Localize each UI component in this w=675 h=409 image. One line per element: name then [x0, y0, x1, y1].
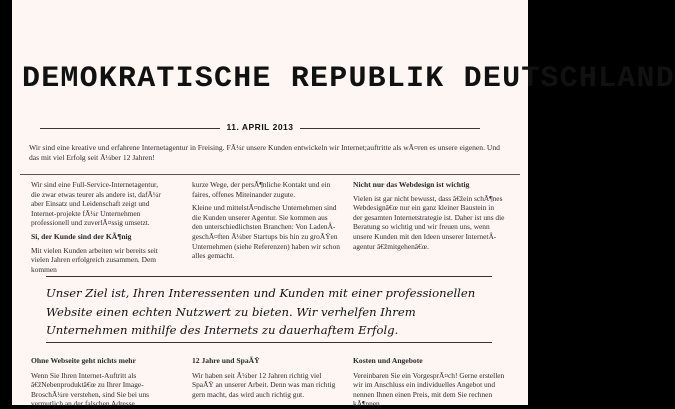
- column-1-paragraph-2: Mit vielen Kunden arbeiten wir bereits seit vielen Jahren erfolgreich zusammen. Dem kommen: [31, 245, 158, 274]
- column-3-heading: Nicht nur das Webdesign ist wichtig: [353, 180, 470, 189]
- article-column-1: [31, 180, 167, 278]
- newspaper-page: [12, 0, 675, 409]
- quote-rule-bottom: [46, 342, 492, 343]
- column-2-paragraph-2: Kleine und mittelstÃ¤ndische Unternehmen sind die Kunden unserer Agentur. Sie kommen aus den unterschiedlichsten Branchen: Von LadenÂ-geschÃ¤ften Ã¼ber Startups bis hin zu groÃŸen Unternehmen (siehe Referenzen) haben wir schon alles gemacht.: [192, 203, 340, 261]
- bottom-column-1: [31, 356, 167, 409]
- bottom-column-2: [192, 356, 340, 399]
- bottom-column-1-text: Wenn Sie Ihren Internet-Auftritt als â€žNebenproduktâ€œ zu Ihrer Image-BroschÃ¼re verstehen, sind Sie bei uns vermutlich an der falschen Adresse.: [31, 370, 150, 409]
- dateline-rule-left: [40, 128, 220, 129]
- article-column-2: [192, 180, 340, 265]
- bottom-column-3-heading: Kosten und Angebote: [353, 356, 423, 365]
- article-column-3: [353, 180, 505, 255]
- column-1-paragraph-1: Wir sind eine Full-Service-Internetagentur, die zwar etwas teurer als andere ist, dafÃ¼r aber Einsatz und Leidenschaft zeigt und Internet-projekte fÃ¼r Unternehmen professionell und zuverlÃ¤ssig umsetzt.: [31, 180, 161, 228]
- column-1-heading: Si, der Kunde sind der KÃ¶nig: [31, 231, 132, 241]
- bottom-column-1-heading: Ohne Webseite geht nichts mehr: [31, 356, 136, 365]
- section-divider: [20, 174, 520, 175]
- bottom-column-3: [353, 356, 505, 409]
- issue-date: 11. APRIL 2013: [226, 122, 294, 132]
- pull-quote: Unser Ziel ist, Ihren Interessenten und Kunden mit einer professionellen Website einen echten Nutzwert zu bieten. Wir verhelfen Ihrem Unternehmen mithilfe des Internets zu dauerhaftem Erfolg.: [46, 286, 476, 337]
- bottom-column-3-text: Vereinbaren Sie ein VorgesprÃ¤ch! Gerne erstellen wir im Anschluss ein individuelles Angebot und nennen Ihnen einen Preis, mit dem Sie rechnen kÃ¶nnen.: [353, 370, 505, 409]
- masthead-title: DEMOKRATISCHE REPUBLIK DEUTSCHLAND: [22, 62, 675, 96]
- dateline-rule-right: [300, 128, 480, 129]
- bottom-column-2-text: Wir haben seit Ã¼ber 12 Jahren richtig viel SpaÃŸ an unserer Arbeit. Denn was man richtig gern macht, das wird auch richtig gut.: [192, 370, 336, 399]
- quote-rule-top: [46, 276, 492, 277]
- dateline: [40, 120, 480, 136]
- column-2-paragraph-1: kurze Wege, der persÃ¶nliche Kontakt und ein faires, offenes Miteinander zugute.: [192, 180, 331, 199]
- bottom-column-2-heading: 12 Jahre und SpaÃŸ: [192, 356, 260, 365]
- intro-paragraph: Wir sind eine kreative und erfahrene Internetagentur in Freising. FÃ¼r unsere Kunden entwickeln wir Internet;auftritte als wÃ¤ren es unsere eigenen. Und das mit viel Erfolg seit Ã¼ber 12 Jahren!: [29, 143, 500, 162]
- column-3-paragraph-1: Vielen ist gar nicht bewusst, dass â€žein schÃ¶nes Webdesignâ€œ nur ein ganz kleiner Baustein in der gesamten Internetstrategie ist. Daher ist uns die Beratung so wichtig und wir freuen uns, wenn unsere Kunden mit den Ideen unserer InternetÂ-agentur â€žmitgehenâ€œ.: [353, 193, 505, 251]
